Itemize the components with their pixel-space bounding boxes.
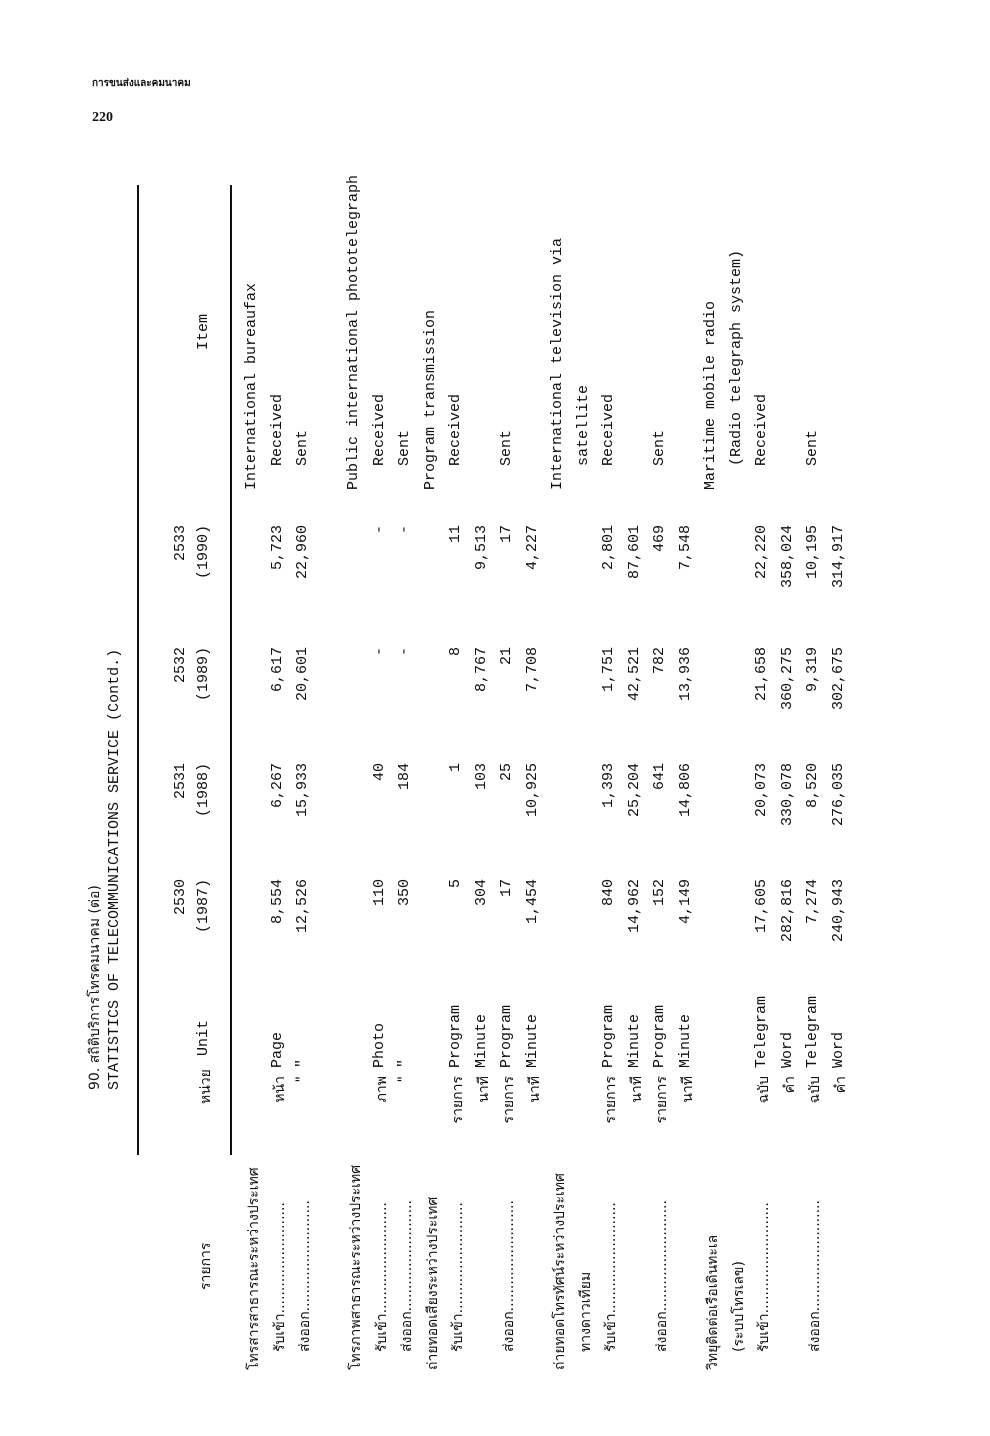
unit-english: Minute — [626, 1013, 643, 1068]
row-label-english: International bureaufax — [243, 282, 260, 490]
value-cell: 12,526 — [294, 879, 311, 934]
row-label-thai: ถ่ายทอดโทรทัศน์ระหว่างประเทศ — [552, 1173, 568, 1370]
row-label-english: Received — [600, 393, 617, 466]
row-label-thai: (ระบบโทรเลข) — [731, 1261, 747, 1352]
unit-thai: นาที — [527, 1076, 543, 1103]
value-cell: 9,513 — [473, 525, 490, 571]
value-cell: 358,024 — [779, 525, 796, 589]
value-cell: 40 — [371, 763, 388, 782]
unit-thai: ฉบับ — [807, 1076, 823, 1104]
table-title-thai: 90. สถิติบริการโทรคมนาคม (ต่อ) — [87, 885, 103, 1090]
row-label-thai: ส่งออก......................... — [297, 1200, 313, 1352]
unit-english: Word — [830, 1031, 847, 1068]
value-cell: 21,658 — [753, 647, 770, 702]
column-header-thai-item: รายการ — [198, 1242, 214, 1290]
value-cell: 276,035 — [830, 763, 847, 827]
row-label-english: Received — [447, 393, 464, 466]
value-cell: 22,220 — [753, 525, 770, 580]
value-cell: 184 — [396, 763, 413, 791]
row-label-thai: โทรสารสาธารณะระหว่างประเทศ — [246, 1167, 262, 1370]
table-top-rule — [137, 185, 139, 1155]
unit-thai: รายการ — [501, 1076, 517, 1124]
unit-english: Minute — [677, 1013, 694, 1068]
value-cell: 14,806 — [677, 763, 694, 818]
value-cell: 10,925 — [524, 763, 541, 818]
column-header-year-ad: (1989) — [195, 647, 212, 702]
unit-english: Minute — [524, 1013, 541, 1068]
rotated-table-page — [80, 130, 880, 1380]
row-label-thai: ส่งออก......................... — [654, 1200, 670, 1352]
row-label-english: Public international phototelegraph — [345, 174, 362, 490]
value-cell: 10,195 — [804, 525, 821, 580]
unit-thai: ฉบับ — [756, 1076, 772, 1104]
value-cell: 11 — [447, 525, 464, 544]
row-label-thai: ส่งออก......................... — [807, 1200, 823, 1352]
row-label-english: Sent — [294, 429, 311, 466]
value-cell: 15,933 — [294, 763, 311, 818]
value-cell: 8,520 — [804, 763, 821, 809]
column-header-year-ad: (1988) — [195, 763, 212, 818]
row-label-thai: ส่งออก......................... — [501, 1200, 517, 1352]
row-label-thai: รับเข้า......................... — [603, 1202, 619, 1352]
row-label-thai: รับเข้า......................... — [272, 1202, 288, 1352]
value-cell: 152 — [651, 879, 668, 907]
row-label-english: Sent — [651, 429, 668, 466]
row-label-english: (Radio telegraph system) — [728, 249, 745, 466]
row-label-english: International television via — [549, 237, 566, 490]
column-header-year-ad: (1987) — [195, 879, 212, 934]
unit-english: Program — [651, 1004, 668, 1068]
value-cell: - — [371, 647, 388, 657]
column-header-year-be: 2530 — [172, 879, 189, 916]
value-cell: 17 — [498, 525, 515, 544]
value-cell: 9,319 — [804, 647, 821, 693]
unit-thai: นาที — [476, 1076, 492, 1103]
unit-english: Page — [269, 1031, 286, 1068]
table-title-english: STATISTICS OF TELECOMMUNICATIONS SERVICE (Contd.) — [106, 648, 123, 1090]
value-cell: 8,554 — [269, 879, 286, 925]
page-number: 220 — [92, 110, 113, 125]
value-cell: 42,521 — [626, 647, 643, 702]
value-cell: 7,274 — [804, 879, 821, 925]
column-header-year-be: 2533 — [172, 525, 189, 562]
value-cell: 21 — [498, 647, 515, 666]
column-header-year-be: 2531 — [172, 763, 189, 800]
row-label-english: Received — [269, 393, 286, 466]
value-cell: 1 — [447, 763, 464, 773]
unit-english: " — [294, 1058, 311, 1068]
value-cell: 7,708 — [524, 647, 541, 693]
row-label-thai: โทรภาพสาธารณะระหว่างประเทศ — [348, 1164, 364, 1370]
unit-english: Program — [498, 1004, 515, 1068]
unit-thai: นาที — [680, 1076, 696, 1103]
unit-english: Telegram — [753, 995, 770, 1068]
row-label-english: Received — [371, 393, 388, 466]
row-label-english: Sent — [804, 429, 821, 466]
value-cell: 87,601 — [626, 525, 643, 580]
unit-thai: " — [396, 1076, 412, 1083]
value-cell: 240,943 — [830, 879, 847, 943]
value-cell: 469 — [651, 525, 668, 553]
value-cell: 782 — [651, 647, 668, 675]
value-cell: 8,767 — [473, 647, 490, 693]
unit-english: " — [396, 1058, 413, 1068]
value-cell: 22,960 — [294, 525, 311, 580]
row-label-thai: ถ่ายทอดเสียงระหว่างประเทศ — [425, 1196, 441, 1370]
column-header-thai-unit: หน่วย — [198, 1069, 214, 1104]
value-cell: 20,073 — [753, 763, 770, 818]
unit-english: Word — [779, 1031, 796, 1068]
unit-thai: รายการ — [450, 1076, 466, 1124]
unit-thai: ภาพ — [374, 1076, 390, 1103]
unit-english: Telegram — [804, 995, 821, 1068]
value-cell: 1,393 — [600, 763, 617, 809]
value-cell: 20,601 — [294, 647, 311, 702]
value-cell: 5 — [447, 879, 464, 889]
row-label-english: Program transmission — [422, 309, 439, 490]
row-label-thai: รับเข้า......................... — [374, 1202, 390, 1352]
unit-english: Program — [600, 1004, 617, 1068]
row-label-english: Sent — [396, 429, 413, 466]
value-cell: - — [371, 525, 388, 535]
unit-thai: รายการ — [603, 1076, 619, 1124]
value-cell: 13,936 — [677, 647, 694, 702]
value-cell: 6,267 — [269, 763, 286, 809]
value-cell: 641 — [651, 763, 668, 791]
column-header-year-ad: (1990) — [195, 525, 212, 580]
value-cell: 7,548 — [677, 525, 694, 571]
value-cell: 25,204 — [626, 763, 643, 818]
row-label-thai: ทางดาวเทียม — [578, 1271, 594, 1352]
value-cell: 350 — [396, 879, 413, 907]
unit-english: Minute — [473, 1013, 490, 1068]
value-cell: 14,962 — [626, 879, 643, 934]
value-cell: 4,149 — [677, 879, 694, 925]
value-cell: 25 — [498, 763, 515, 782]
unit-english: Photo — [371, 1022, 388, 1068]
value-cell: 5,723 — [269, 525, 286, 571]
value-cell: 1,751 — [600, 647, 617, 693]
unit-thai: หน้า — [272, 1076, 288, 1103]
value-cell: 330,078 — [779, 763, 796, 827]
column-header-year-be: 2532 — [172, 647, 189, 684]
value-cell: 360,275 — [779, 647, 796, 711]
row-label-english: Maritime mobile radio — [702, 300, 719, 490]
value-cell: - — [396, 525, 413, 535]
unit-thai: คำ — [782, 1076, 798, 1094]
value-cell: 6,617 — [269, 647, 286, 693]
unit-thai: นาที — [629, 1076, 645, 1103]
row-label-thai: วิทยุติดต่อเรือเดินทะเล — [705, 1234, 721, 1370]
value-cell: 2,801 — [600, 525, 617, 571]
value-cell: 282,816 — [779, 879, 796, 943]
row-label-english: satellite — [575, 384, 592, 466]
value-cell: 840 — [600, 879, 617, 907]
row-label-english: Sent — [498, 429, 515, 466]
value-cell: - — [396, 647, 413, 657]
value-cell: 302,675 — [830, 647, 847, 711]
row-label-thai: รับเข้า......................... — [450, 1202, 466, 1352]
unit-english: Program — [447, 1004, 464, 1068]
section-header: การขนส่งและคมนาคม — [92, 78, 191, 89]
row-label-thai: ส่งออก......................... — [399, 1200, 415, 1352]
table-header-rule — [230, 185, 232, 1155]
value-cell: 8 — [447, 647, 464, 657]
value-cell: 314,917 — [830, 525, 847, 589]
row-label-thai: รับเข้า......................... — [756, 1202, 772, 1352]
value-cell: 17,605 — [753, 879, 770, 934]
value-cell: 103 — [473, 763, 490, 791]
column-header-unit: Unit — [195, 1019, 212, 1056]
unit-thai: คำ — [833, 1076, 849, 1094]
row-label-english: Received — [753, 393, 770, 466]
unit-thai: รายการ — [654, 1076, 670, 1124]
value-cell: 110 — [371, 879, 388, 907]
value-cell: 17 — [498, 879, 515, 898]
unit-thai: " — [294, 1076, 310, 1083]
value-cell: 1,454 — [524, 879, 541, 925]
value-cell: 304 — [473, 879, 490, 907]
value-cell: 4,227 — [524, 525, 541, 571]
column-header-item: Item — [195, 313, 212, 350]
